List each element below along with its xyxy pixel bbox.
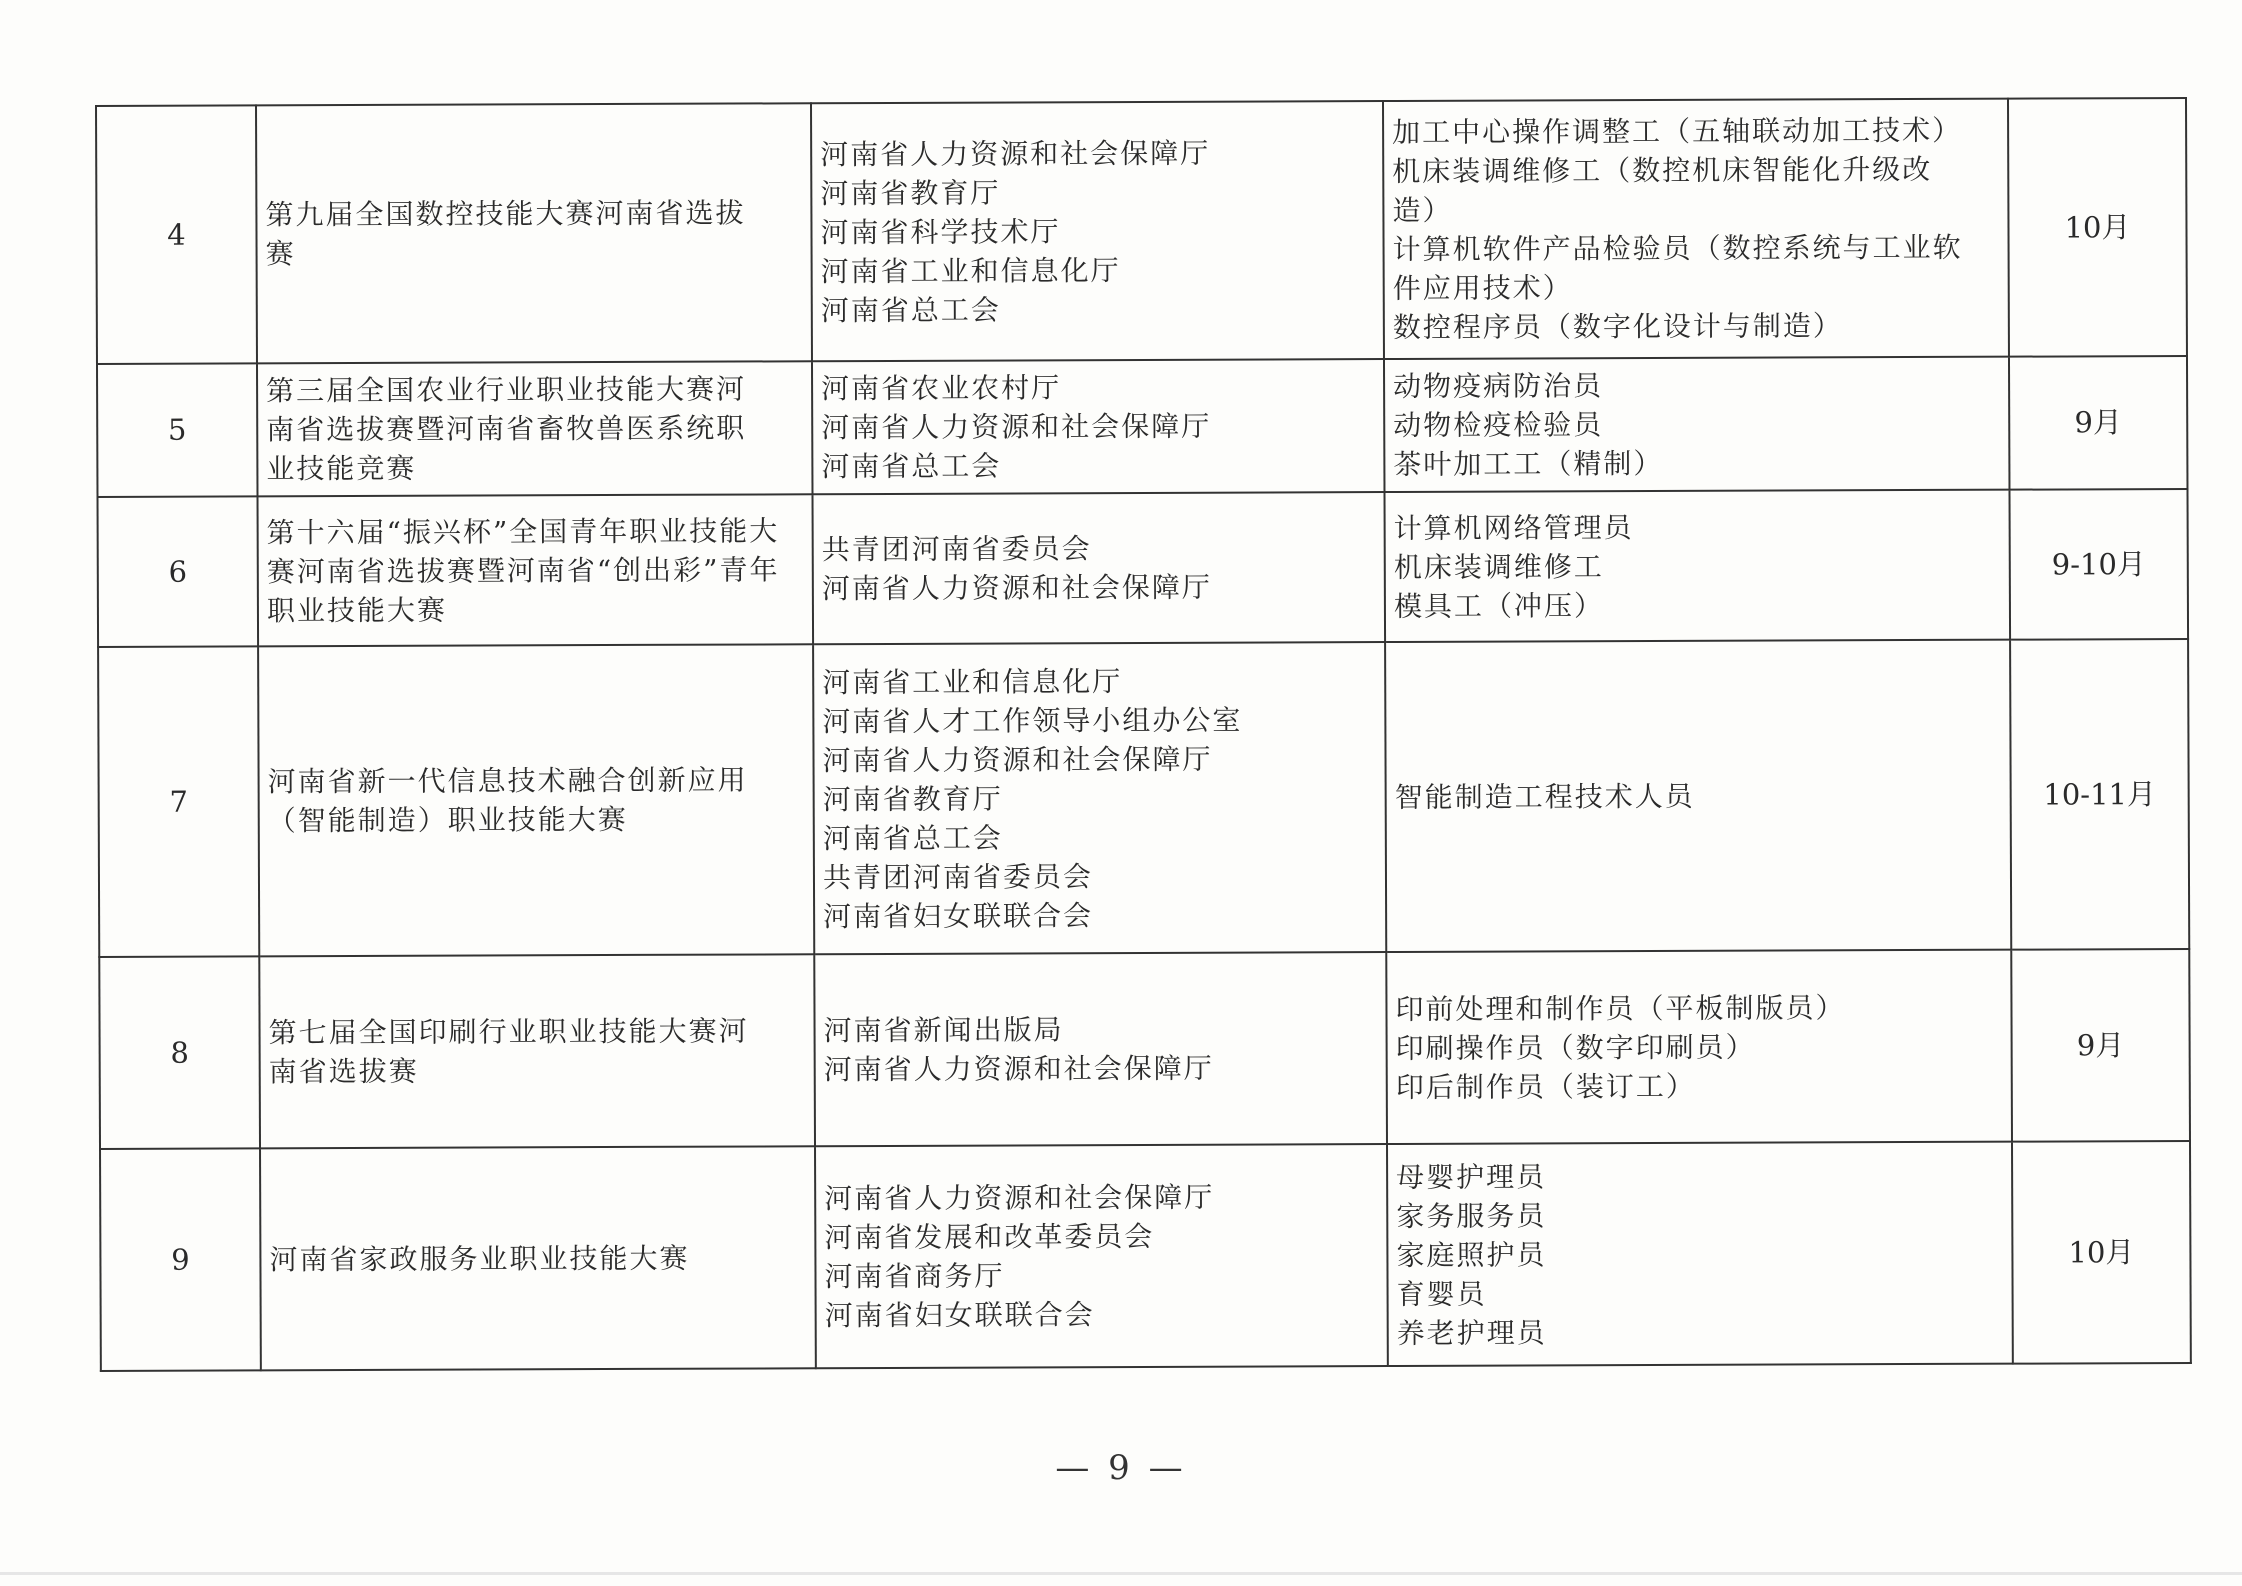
- occupation: 印后制作员（装订工）: [1395, 1069, 1696, 1104]
- organizer: 共青团河南省委员会: [822, 859, 1094, 894]
- name-line: 南省选拔赛暨河南省畜牧兽医系统职: [266, 411, 747, 447]
- occupation: 造）: [1392, 193, 1453, 228]
- organizer: 河南省农业农村厅: [821, 371, 1062, 406]
- occupations-cell: [1386, 950, 2012, 1144]
- organizer: 河南省总工会: [822, 821, 1003, 855]
- table-row: [97, 356, 2187, 497]
- competition-name: [259, 954, 815, 1148]
- organizer: 河南省人力资源和社会保障厅: [824, 1180, 1215, 1216]
- row-number: 7: [98, 646, 259, 957]
- table-row: [99, 949, 2190, 1149]
- organizer: 河南省人力资源和社会保障厅: [820, 136, 1211, 171]
- name-line: 第九届全国数控技能大赛河南省选拔: [265, 196, 746, 232]
- competition-name: [258, 644, 814, 956]
- row-number: 4: [96, 105, 257, 364]
- occupation: 育婴员: [1396, 1277, 1487, 1311]
- organizer: 河南省新闻出版局: [823, 1013, 1064, 1048]
- name-line: 业技能竞赛: [266, 451, 417, 486]
- occupation: 动物疫病防治员: [1393, 369, 1604, 404]
- organizer: 河南省教育厅: [822, 782, 1003, 816]
- organizer: 河南省科学技术厅: [820, 214, 1061, 249]
- organizers-cell: [812, 359, 1385, 494]
- name-line: 第十六届“振兴杯”全国青年职业技能大: [266, 513, 780, 549]
- competition-table: [95, 97, 2192, 1372]
- row-number: 8: [99, 956, 260, 1149]
- occupation: 养老护理员: [1396, 1315, 1547, 1350]
- occupations-cell: [1385, 640, 2011, 952]
- occupations-cell: [1384, 357, 2010, 492]
- organizers-cell: [812, 492, 1385, 644]
- occupation: 机床装调维修工（数控机床智能化升级改: [1392, 152, 1933, 189]
- table-row: [98, 489, 2189, 647]
- occupation: 智能制造工程技术人员: [1394, 779, 1695, 814]
- time-cell: 9月: [2011, 949, 2190, 1142]
- name-line: 赛: [265, 237, 296, 271]
- organizer: 共青团河南省委员会: [821, 532, 1092, 567]
- occupation: 家务服务员: [1396, 1198, 1547, 1233]
- name-line: 河南省家政服务业职业技能大赛: [269, 1241, 690, 1276]
- organizer: 河南省工业和信息化厅: [822, 664, 1123, 699]
- name-line: 南省选拔赛: [268, 1054, 419, 1089]
- organizer: 河南省人力资源和社会保障厅: [821, 409, 1212, 445]
- organizer: 河南省商务厅: [824, 1259, 1005, 1294]
- organizer: 河南省人力资源和社会保障厅: [823, 1051, 1214, 1087]
- organizer: 河南省人力资源和社会保障厅: [821, 570, 1212, 606]
- time-cell: 9月: [2009, 356, 2188, 490]
- occupation: 家庭照护员: [1396, 1237, 1547, 1272]
- occupations-cell: [1383, 99, 2009, 359]
- table-row: [96, 98, 2187, 364]
- competition-name: [260, 1146, 816, 1370]
- occupation: 茶叶加工工（精制）: [1393, 446, 1664, 482]
- organizer: 河南省总工会: [821, 449, 1002, 484]
- occupation: 数控程序员（数字化设计与制造）: [1392, 309, 1843, 345]
- organizer: 河南省工业和信息化厅: [820, 253, 1121, 288]
- table-row: [98, 639, 2189, 957]
- organizer: 河南省人力资源和社会保障厅: [822, 742, 1213, 777]
- page-number: — 9 —: [1055, 1448, 1187, 1488]
- competition-name: [258, 494, 814, 646]
- organizers-cell: [814, 952, 1387, 1146]
- occupation: 件应用技术）: [1392, 271, 1573, 306]
- competition-name: [256, 103, 812, 363]
- table-row: [100, 1141, 2191, 1371]
- organizer: 河南省发展和改革委员会: [824, 1219, 1155, 1255]
- occupation: 印前处理和制作员（平板制版员）: [1395, 990, 1846, 1026]
- organizer: 河南省总工会: [820, 293, 1001, 327]
- competition-name: [257, 361, 813, 496]
- row-number: 6: [98, 496, 259, 647]
- row-number: 5: [97, 363, 258, 497]
- name-line: 第三届全国农业行业职业技能大赛河: [266, 372, 747, 408]
- organizer: 河南省教育厅: [820, 176, 1001, 210]
- organizer: 河南省妇女联联合会: [823, 898, 1094, 933]
- name-line: 职业技能大赛: [266, 593, 448, 627]
- occupations-cell: [1384, 490, 2010, 642]
- table-body: [96, 98, 2191, 1371]
- occupation: 计算机网络管理员: [1393, 510, 1634, 545]
- occupation: 母婴护理员: [1396, 1159, 1547, 1194]
- occupation: 加工中心操作调整工（五轴联动加工技术）: [1392, 113, 1963, 150]
- occupations-cell: [1387, 1142, 2013, 1366]
- time-cell: 10月: [2012, 1141, 2191, 1364]
- name-line: （智能制造）职业技能大赛: [267, 802, 628, 838]
- scan-edge-divider: [0, 1572, 2242, 1575]
- time-cell: 10月: [2008, 98, 2187, 357]
- occupation: 动物检疫检验员: [1393, 408, 1604, 443]
- organizers-cell: [815, 1144, 1388, 1368]
- row-number: 9: [100, 1148, 261, 1371]
- name-line: 河南省新一代信息技术融合创新应用: [267, 763, 748, 799]
- organizer: 河南省人才工作领导小组办公室: [822, 703, 1243, 738]
- organizers-cell: [813, 642, 1386, 954]
- organizer: 河南省妇女联联合会: [824, 1298, 1095, 1333]
- name-line: 赛河南省选拔赛暨河南省“创出彩”青年: [266, 552, 780, 588]
- occupation: 计算机软件产品检验员（数控系统与工业软: [1392, 230, 1963, 267]
- occupation: 印刷操作员（数字印刷员）: [1395, 1030, 1756, 1065]
- time-cell: 10-11月: [2010, 639, 2189, 950]
- organizers-cell: [811, 101, 1384, 361]
- occupation: 模具工（冲压）: [1393, 588, 1605, 623]
- name-line: 第七届全国印刷行业职业技能大赛河: [268, 1014, 749, 1050]
- occupation: 机床装调维修工: [1393, 549, 1604, 584]
- time-cell: 9-10月: [2009, 489, 2188, 640]
